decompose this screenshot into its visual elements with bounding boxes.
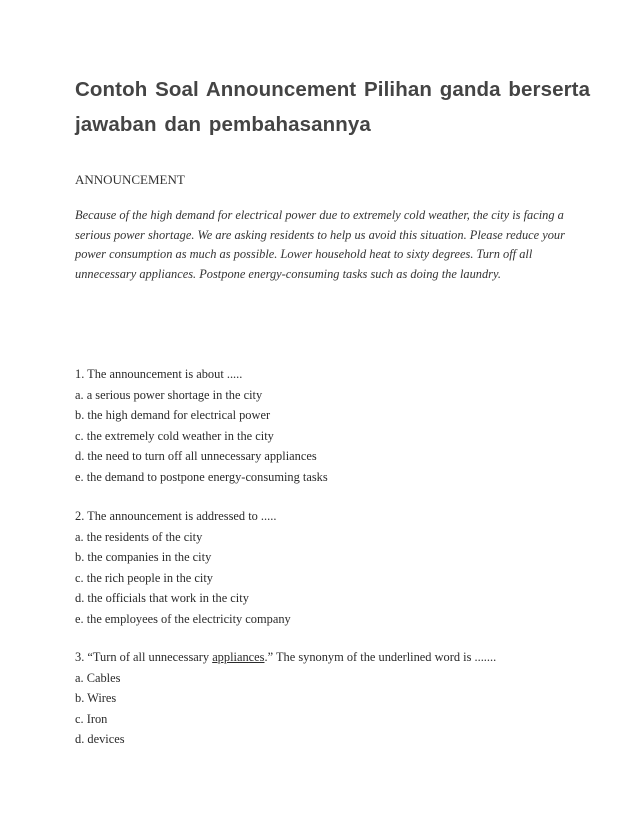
announcement-passage: Because of the high demand for electrical power due to extremely cold weather, the city is facing a serious power shortage. We are asking residents to help us avoid this situation. Please reduce your power consumption as much as possible. Lower household heat to sixty degrees. Turn off all unnecessary appliances. Postpone energy-consuming tasks such as doing the laundry. [75,208,565,281]
question-stem: 2. The announcement is addressed to ..... [75,509,277,523]
answer-option: e. the employees of the electricity company [75,611,291,626]
answer-option: a. a serious power shortage in the city [75,387,263,402]
answer-option: c. the rich people in the city [75,570,213,585]
question-stem-suffix: .” The synonym of the underlined word is ....... [264,650,497,664]
answer-option: d. the need to turn off all unnecessary appliances [75,449,317,464]
answer-option: a. Cables [75,670,121,685]
answer-option: a. the residents of the city [75,529,203,544]
answer-option: b. the companies in the city [75,550,212,565]
answer-option: b. the high demand for electrical power [75,408,271,423]
question-3 [75,647,555,750]
answer-option: d. devices [75,732,125,747]
question-1 [75,364,555,488]
answer-option: d. the officials that work in the city [75,591,249,606]
answer-option: c. the extremely cold weather in the city [75,428,274,443]
question-2 [75,506,555,630]
answer-option: c. Iron [75,711,108,726]
answer-option: b. Wires [75,691,117,706]
question-stem-prefix: 3. “Turn of all unnecessary [75,650,213,664]
document-title: Contoh Soal Announcement Pilihan ganda berserta jawaban dan pembahasannya [75,78,591,136]
question-stem [75,647,555,668]
underlined-word: appliances [212,650,265,664]
question-stem: 1. The announcement is about ..... [75,367,243,381]
answer-option: e. the demand to postpone energy-consuming tasks [75,469,328,484]
section-label: ANNOUNCEMENT [75,172,185,187]
